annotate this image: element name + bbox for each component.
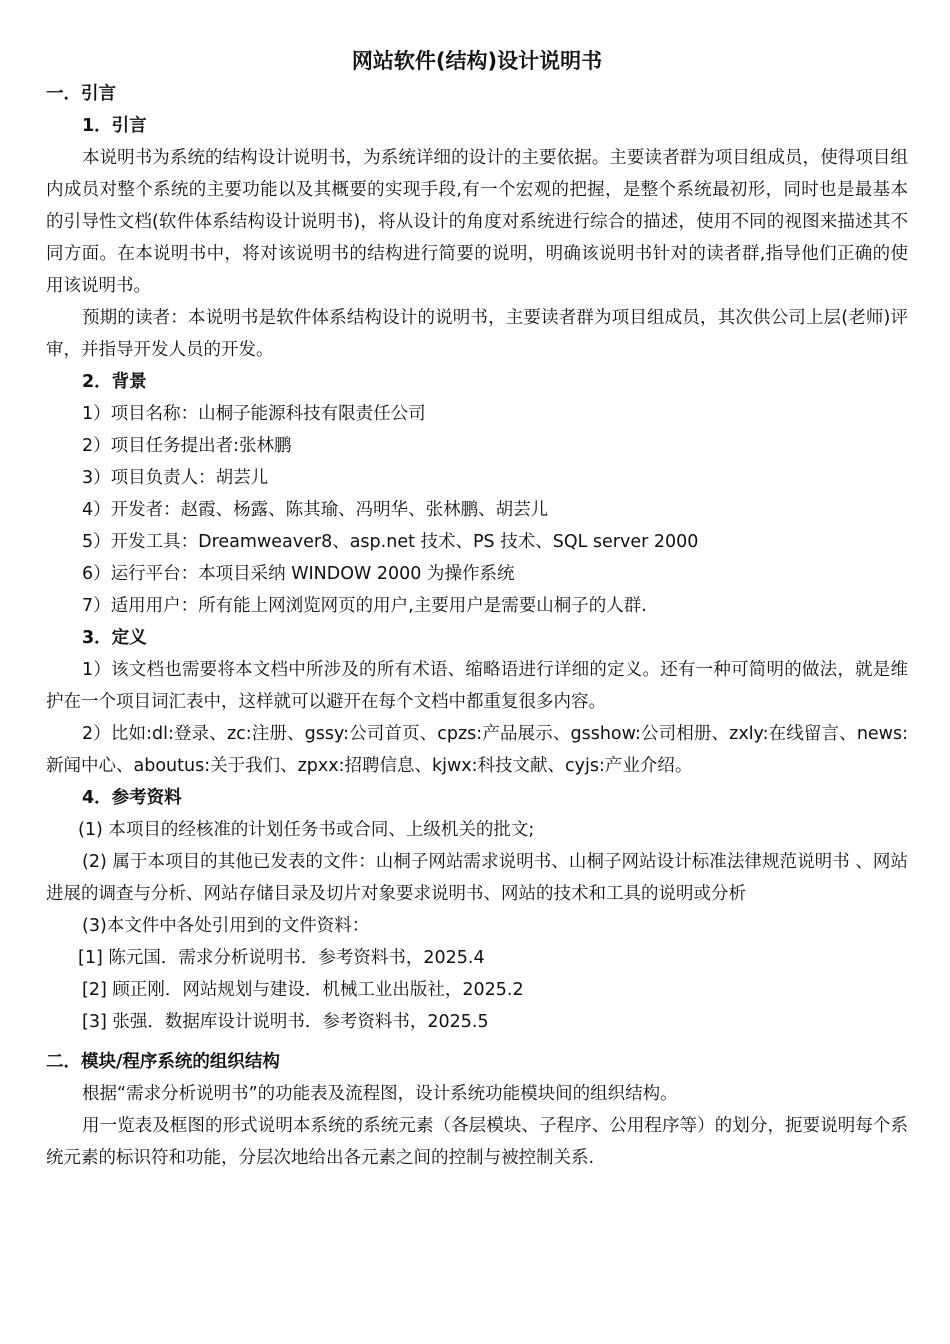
subsection-2-heading: 2．背景	[82, 372, 147, 392]
background-item: 6）运行平台：本项目采纳 WINDOW 2000 为操作系统	[82, 564, 515, 584]
background-item: 5）开发工具：Dreamweaver8、asp.net 技术、PS 技术、SQL server 2000	[82, 532, 699, 552]
background-item: 1）项目名称：山桐子能源科技有限责任公司	[82, 404, 426, 424]
subsection-4-heading: 4．参考资料	[82, 788, 182, 808]
structure-paragraph: 根据“需求分析说明书”的功能表及流程图，设计系统功能模块间的组织结构。	[82, 1084, 678, 1104]
definition-paragraph: 1）该文档也需要将本文档中所涉及的所有术语、缩略语进行详细的定义。还有一种可简明的做法，就是维护在一个项目词汇表中，这样就可以避开在每个文档中都重复很多内容。	[46, 660, 908, 712]
intro-paragraph: 本说明书为系统的结构设计说明书，为系统详细的设计的主要依据。主要读者群为项目组成员，使得项目组内成员对整个系统的主要功能以及其概要的实现手段,有一个宏观的把握，是整个系统最初形，同时也是最基本的引导性文档(软件体系结构设计说明书)，将从设计的角度对系统进行综合的描述，使用不同的视图来描述其不同方面。在本说明书中，将对该说明书的结构进行简要的说明，明确该说明书针对的读者群,指导他们正确的使用该说明书。	[46, 148, 908, 296]
section-2-heading: 二．模块/程序系统的组织结构	[46, 1052, 280, 1072]
citation-item: [1] 陈元国．需求分析说明书．参考资料书，2025.4	[78, 948, 485, 968]
reference-item: (2) 属于本项目的其他已发表的文件：山桐子网站需求说明书、山桐子网站设计标准法律规范说明书 、网站进展的调查与分析、网站存储目录及切片对象要求说明书、网站的技术和工具的说明或分析	[46, 852, 908, 904]
reference-item: (3)本文件中各处引用到的文件资料：	[82, 916, 370, 936]
document-page	[46, 46, 908, 1174]
citation-item: [3] 张强．数据库设计说明书．参考资料书，2025.5	[82, 1012, 489, 1032]
background-item: 7）适用用户：所有能上网浏览网页的用户,主要用户是需要山桐子的人群.	[82, 596, 647, 616]
subsection-3-heading: 3．定义	[82, 628, 147, 648]
citation-item: [2] 顾正刚．网站规划与建设．机械工业出版社，2025.2	[82, 980, 524, 1000]
background-item: 3）项目负责人：胡芸儿	[82, 468, 269, 488]
subsection-1-heading: 1．引言	[82, 116, 147, 136]
structure-paragraph: 用一览表及框图的形式说明本系统的系统元素（各层模块、子程序、公用程序等）的划分，扼要说明每个系统元素的标识符和功能，分层次地给出各元素之间的控制与被控制关系.	[46, 1116, 908, 1168]
background-item: 2）项目任务提出者:张林鹏	[82, 436, 292, 456]
document-title: 网站软件(结构)设计说明书	[351, 49, 603, 73]
background-item: 4）开发者：赵霞、杨露、陈其瑜、冯明华、张林鹏、胡芸儿	[82, 500, 549, 520]
section-1-heading: 一．引言	[46, 84, 116, 104]
reference-item: (1) 本项目的经核准的计划任务书或合同、上级机关的批文;	[78, 820, 535, 840]
definition-paragraph: 2）比如:dl:登录、zc:注册、gssy:公司首页、cpzs:产品展示、gsshow:公司相册、zxly:在线留言、news:新闻中心、aboutus:关于我们、zpxx:招聘信息、kjwx:科技文献、cyjs:产业介绍。	[46, 724, 908, 776]
readers-paragraph: 预期的读者：本说明书是软件体系结构设计的说明书，主要读者群为项目组成员，其次供公司上层(老师)评审，并指导开发人员的开发。	[46, 308, 908, 360]
